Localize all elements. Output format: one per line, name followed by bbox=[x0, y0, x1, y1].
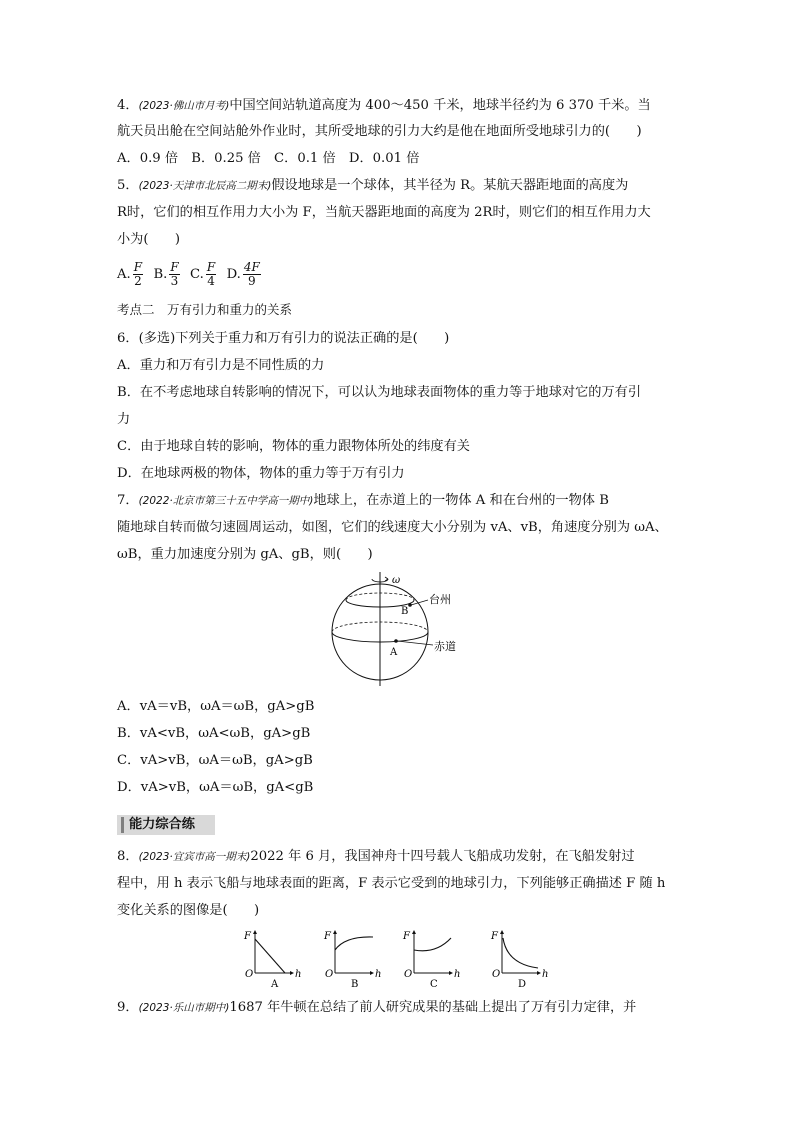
q4-line1: 4．(2023·佛山市月考)中国空间站轨道高度为 400～450 千米，地球半径约为 6 370 千米。当 bbox=[117, 98, 651, 113]
q5-source: (2023·天津市北辰高二期末) bbox=[138, 180, 272, 192]
point-b-label: B bbox=[401, 606, 409, 617]
q7-option-c: C．vA>vB，ωA＝ωB，gA>gB bbox=[117, 753, 313, 768]
svg-text:O: O bbox=[325, 969, 334, 980]
q8-line3: 变化关系的图像是( ) bbox=[117, 903, 260, 918]
svg-text:B: B bbox=[351, 979, 359, 990]
q7-line3: ωB，重力加速度分别为 gA、gB，则( ) bbox=[117, 547, 373, 562]
graph-b bbox=[323, 930, 381, 990]
graph-a-curve bbox=[255, 939, 285, 973]
q6-option-c: C．由于地球自转的影响，物体的重力跟物体所处的纬度有关 bbox=[117, 439, 470, 454]
q9-source: (2023·乐山市期中) bbox=[138, 1002, 230, 1014]
svg-text:h: h bbox=[542, 969, 549, 980]
q8-graphs bbox=[240, 926, 560, 990]
kaodian-heading: 考点二 万有引力和重力的关系 bbox=[117, 302, 293, 317]
q7-option-a: A．vA＝vB，ωA＝ωB，gA>gB bbox=[117, 699, 315, 714]
q6-option-b-line1: B．在不考虑地球自转影响的情况下，可以认为地球表面物体的重力等于地球对它的万有引 bbox=[117, 385, 641, 400]
q5-option-c: C. $\frac{F}{4}$ bbox=[190, 260, 216, 288]
q5-options bbox=[117, 258, 677, 292]
q7-option-b: B．vA<vB，ωA<ωB，gA>gB bbox=[117, 726, 311, 741]
q5-line2: R时，它们的相互作用力大小为 F，当航天器距地面的高度为 2R时，则它们的相互作用力大 bbox=[117, 205, 651, 220]
q8-line1: 8．(2023·宜宾市高一期末)2022 年 6 月，我国神舟十四号载人飞船成功发射，在飞船发射过 bbox=[117, 849, 635, 864]
q8-line2: 程中，用 h 表示飞船与地球表面的距离，F 表示它受到的地球引力，下列能够正确描述 F 随 h bbox=[117, 876, 666, 891]
q7-source: (2022·北京市第三十五中学高一期中) bbox=[138, 495, 314, 507]
graph-c-curve bbox=[414, 938, 451, 951]
taizhou-label: 台州 bbox=[429, 593, 451, 606]
q5-line1: 5．(2023·天津市北辰高二期末)假设地球是一个球体，其半径为 R。某航天器距地面的高度为 bbox=[117, 178, 629, 193]
q6-option-d: D．在地球两极的物体，物体的重力等于万有引力 bbox=[117, 466, 405, 481]
q5-option-b: B. $\frac{F}{3}$ bbox=[153, 260, 179, 288]
q5-line3: 小为( ) bbox=[117, 232, 181, 247]
svg-text:D: D bbox=[518, 979, 527, 990]
q7-option-d: D．vA>vB，ωA＝ωB，gA<gB bbox=[117, 780, 314, 795]
graph-b-curve bbox=[335, 937, 373, 950]
svg-text:F: F bbox=[244, 931, 251, 942]
svg-text:h: h bbox=[454, 969, 461, 980]
point-a-label: A bbox=[390, 647, 398, 658]
q8-source: (2023·宜宾市高一期末) bbox=[138, 851, 251, 863]
svg-text:h: h bbox=[295, 969, 302, 980]
q5-option-d: D. $\frac{4F}{9}$ bbox=[226, 260, 260, 288]
svg-text:F: F bbox=[403, 931, 410, 942]
section-title: 能力综合练 bbox=[129, 817, 195, 832]
svg-text:h: h bbox=[375, 969, 382, 980]
graph-d bbox=[490, 930, 548, 990]
equator-label: 赤道 bbox=[434, 640, 456, 653]
svg-text:F: F bbox=[324, 931, 331, 942]
graph-d-curve bbox=[503, 938, 538, 968]
q9-line1: 9．(2023·乐山市期中)1687 年牛顿在总结了前人研究成果的基础上提出了万有引力定律，并 bbox=[117, 1000, 637, 1015]
svg-text:O: O bbox=[245, 969, 254, 980]
q6-stem: 6．(多选)下列关于重力和万有引力的说法正确的是( ) bbox=[117, 331, 450, 346]
svg-text:C: C bbox=[430, 979, 438, 990]
svg-text:F: F bbox=[491, 931, 498, 942]
q7-line2: 随地球自转而做匀速圆周运动，如图，它们的线速度大小分别为 vA、vB，角速度分别为 ωA、 bbox=[117, 520, 668, 535]
q4-options: A．0.9 倍 B．0.25 倍 C．0.1 倍 D．0.01 倍 bbox=[117, 151, 420, 166]
q6-option-a: A．重力和万有引力是不同性质的力 bbox=[117, 358, 325, 373]
q4-source: (2023·佛山市月考) bbox=[138, 100, 230, 112]
q7-line1: 7．(2022·北京市第三十五中学高一期中)地球上，在赤道上的一物体 A 和在台州的一物体 B bbox=[117, 493, 609, 508]
q5-option-a: A. $\frac{F}{2}$ bbox=[117, 260, 143, 288]
svg-text:A: A bbox=[271, 979, 279, 990]
earth-diagram bbox=[330, 570, 470, 690]
svg-text:O: O bbox=[404, 969, 413, 980]
q4-line2: 航天员出舱在空间站舱外作业时，其所受地球的引力大约是他在地面所受地球引力的( ) bbox=[117, 124, 642, 139]
omega-label: ω bbox=[392, 575, 401, 586]
svg-text:O: O bbox=[492, 969, 501, 980]
graph-c bbox=[402, 930, 460, 990]
section-heading bbox=[117, 815, 215, 835]
graph-a bbox=[243, 930, 301, 990]
q6-option-b-line2: 力 bbox=[117, 412, 131, 427]
